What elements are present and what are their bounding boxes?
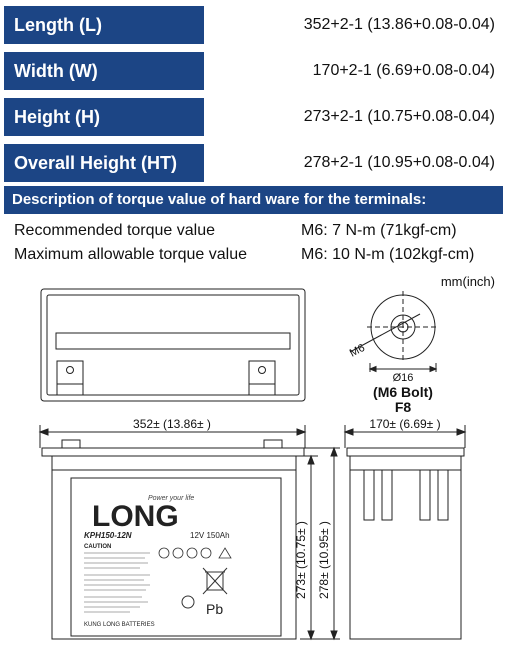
spec-label-width: Width (W) [4,52,204,90]
spec-label-overall-height: Overall Height (HT) [4,144,204,182]
spec-value-length: 352+2-1 (13.86+0.08-0.04) [303,16,495,33]
length-dimension: 352± (13.86± ) [133,417,211,431]
bolt-caption: (M6 Bolt) [373,384,433,400]
bolt-diameter-label: Ø16 [392,372,414,384]
torque-label-maximum: Maximum allowable torque value [14,246,247,263]
recycle-bin-icon [203,568,227,594]
torque-label-recommended: Recommended torque value [14,222,216,239]
height-dimension: 273± (10.75± ) [294,521,308,599]
terminal-code: F8 [394,399,412,415]
spec-value-height: 273+2-1 (10.75+0.08-0.04) [303,108,495,125]
battery-side-view [345,425,465,639]
terminal-detail [347,291,439,372]
model-number: KPH150-12N [84,531,132,540]
brand-tagline: Power your life [148,495,195,502]
recycle-icon [182,596,194,608]
manufacturer: KUNG LONG BATTERIES [84,622,155,628]
torque-heading: Description of torque value of hard ware for the terminals: [4,186,503,214]
battery-top-view [41,289,305,401]
bolt-size-label: M6 [347,341,367,360]
spec-value-width: 170+2-1 (6.69+0.08-0.04) [312,62,495,79]
brand-logo: LONG [92,500,179,533]
width-dimension: 170± (6.69± ) [369,417,441,431]
spec-label-height: Height (H) [4,98,204,136]
rating: 12V 150Ah [190,531,230,540]
battery-label-panel [84,495,231,628]
warning-icons [159,548,231,558]
lead-symbol: Pb [206,601,224,617]
spec-label-length: Length (L) [4,6,204,44]
torque-value-maximum: M6: 10 N-m (102kgf-cm) [301,246,475,263]
torque-value-recommended: M6: 7 N-m (71kgf-cm) [301,222,457,239]
caution-heading: CAUTION [84,544,112,550]
overall-height-dimension: 278± (10.95± ) [317,521,331,599]
spec-value-overall-height: 278+2-1 (10.95+0.08-0.04) [303,154,495,171]
unit-note: mm(inch) [440,274,495,289]
